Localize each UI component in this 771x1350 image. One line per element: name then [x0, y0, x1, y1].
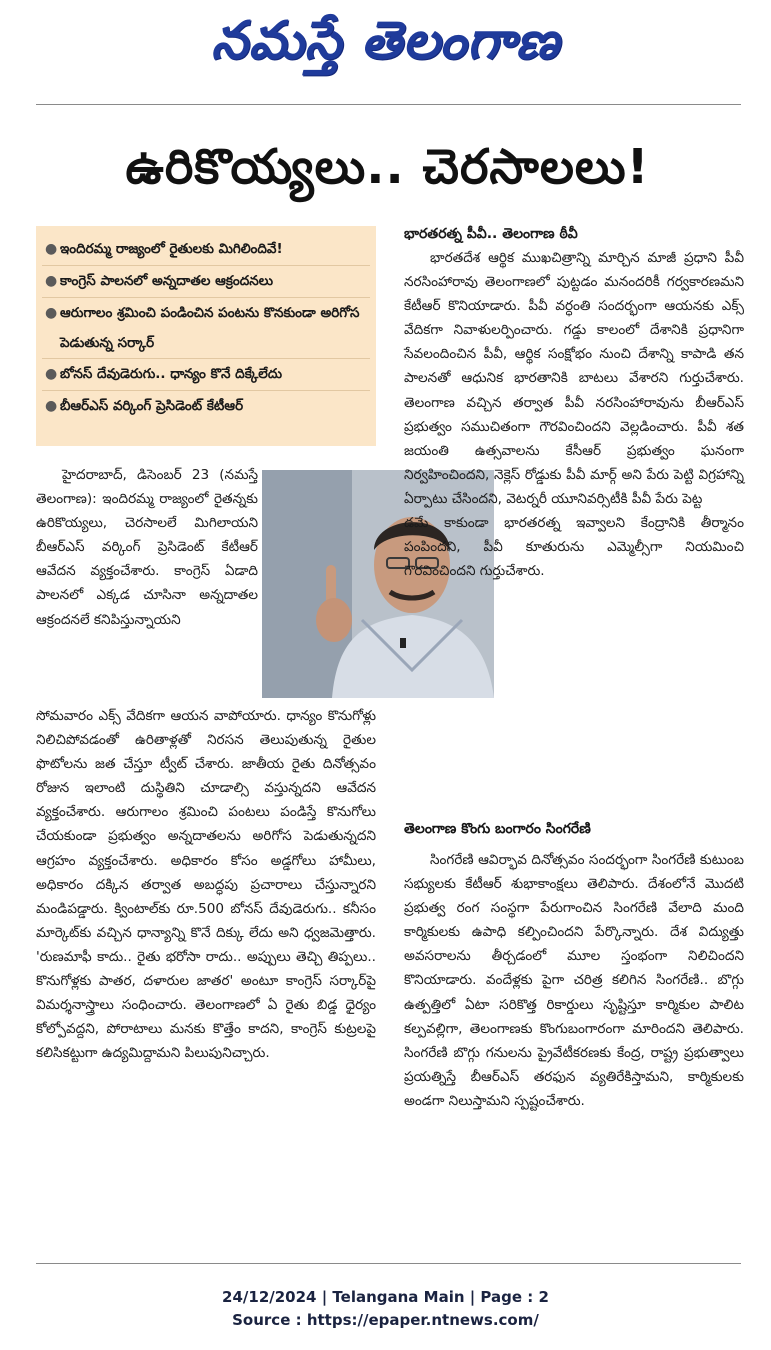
article-left-bottom: [36, 704, 376, 1065]
footer-divider: [36, 1263, 741, 1264]
article-paragraph: డమే కాకుండా భారతరత్న ఇవ్వాలని కేంద్రానికి తీర్మానం పంపిందని, పీవీ కూతురును ఎమ్మెల్సీగా నియమించి గౌరవించిందని గుర్తుచేశారు.: [404, 515, 744, 580]
summary-text: కాంగ్రెస్ పాలనలో అన్నదాతల ఆక్రందనలు: [60, 273, 274, 289]
bullet-icon: ●: [45, 273, 58, 289]
article-paragraph: భారతదేశ ఆర్థిక ముఖచిత్రాన్ని మార్చిన మాజీ ప్రధాని పీవీ నరసింహారావు తెలంగాణలో పుట్టడం మనందరికీ గర్వకారణమని కేటీఆర్ కొనియాడారు. పీవీ వర్ధంతి సందర్భంగా ఆయనకు ఎక్స్ వేదికగా నివాళులర్పించారు. గడ్డు కాలంలో దేశానికి ప్రధానిగా సేవలందించిన పీవీ, ఆర్థిక సంక్షోభం నుంచి దేశాన్ని కాపాడి తన పాలనతో ఆధునిక భారతానికి బాటలు వేశారని గుర్తుచేశారు. తెలంగాణ వచ్చిన తర్వాత పీవీ నరసింహారావును బీఆర్ఎస్ ప్రభుత్వం సముచితంగా గౌరవించిందని వెల్లడించారు. పీవీ శత జయంతి ఉత్సవాలను కేసీఆర్ ప్రభుత్వం ఘనంగా నిర్వహించిందని, నెక్లెస్ రోడ్డుకు పీవీ మార్గ్ అని పేరు పెట్టి విగ్రహాన్ని ఏర్పాటు చేసిందని, వెటర్నరీ యూనివర్సిటీకి పీవీ పేరు పెట్ట: [404, 250, 744, 507]
article-right-top: [404, 222, 744, 583]
bullet-icon: ●: [45, 366, 58, 382]
section-subheading: భారతరత్న పీవీ.. తెలంగాణ ఠీవీ: [404, 226, 578, 242]
summary-list: [42, 234, 370, 422]
source-link[interactable]: Source : https://epaper.ntnews.com/: [232, 1311, 539, 1329]
article-paragraph: సింగరేణి ఆవిర్భావ దినోత్సవం సందర్భంగా సింగరేణి కుటుంబ సభ్యులకు కేటీఆర్ శుభాకాంక్షలు తెలిపారు. దేశంలోనే మొదటి ప్రభుత్వ రంగ సంస్థగా పేరుగాంచిన సింగరేణి వేలాది మంది కార్మికులకు ఉపాధి కల్పించిందని పేర్కొన్నారు. దేశ విద్యుత్తు అవసరాలను తీర్చడంలో మూల స్తంభంగా నిలిచిందని కొనియాడారు. వందేళ్లకు పైగా చరిత్ర కలిగిన సింగరేణి.. బొగ్గు ఉత్పత్తిలో ఏటా సరికొత్త రికార్డులు సృష్టిస్తూ కార్మికుల పాలిట కల్పవల్లిగా, తెలంగాణకు కొంగుబంగారంగా మారిందని తెలిపారు. సింగరేణి బొగ్గు గనులను ప్రైవేటీకరణకు కేంద్ర, రాష్ట్ర ప్రభుత్వాలు ప్రయత్నిస్తే బీఆర్ఎస్ తరఫున వ్యతిరేకిస్తామని, కార్మికులకు అండగా నిలుస్తామని స్పష్టంచేశారు.: [404, 852, 744, 1109]
article-left-top: [36, 463, 258, 632]
page-headline: ఉరికొయ్యలు.. చెరసాలలు!: [125, 139, 650, 195]
summary-text: ఆరుగాలం శ్రమించి పండించిన పంటను కొనకుండా అరిగోస పెడుతున్న సర్కార్: [60, 305, 360, 351]
summary-item: [42, 359, 370, 391]
summary-item: [42, 298, 370, 359]
article-right-bottom: [404, 848, 744, 1113]
summary-text: ఇందిరమ్మ రాజ్యంలో రైతులకు మిగిలిందివే!: [60, 241, 283, 257]
header-divider: [36, 104, 741, 105]
summary-text: బోనస్ దేవుడెరుగు.. ధాన్యం కొనే దిక్కేలేదు: [60, 366, 283, 382]
edition-info: 24/12/2024 | Telangana Main | Page : 2: [222, 1288, 549, 1306]
bullet-icon: ●: [45, 305, 58, 321]
masthead: [0, 4, 771, 78]
summary-item: [42, 391, 370, 422]
summary-text: బీఆర్ఎస్ వర్కింగ్ ప్రెసిడెంట్ కేటీఆర్: [60, 398, 244, 414]
bullet-icon: ●: [45, 398, 58, 414]
summary-item: [42, 266, 370, 298]
section-subheading: తెలంగాణ కొంగు బంగారం సింగరేణి: [404, 821, 591, 837]
article-paragraph: హైదరాబాద్, డిసెంబర్ 23 (నమస్తే తెలంగాణ): ఇందిరమ్మ రాజ్యంలో రైతన్నకు ఉరికొయ్యలు, చెరసాలలే మిగిలాయని బీఆర్ఎస్ వర్కింగ్ ప్రెసిడెంట్ కేటీఆర్ ఆవేదన వ్యక్తంచేశారు. కాంగ్రెస్ ఏడాది పాలనలో ఎక్కడ చూసినా అన్నదాతల ఆక్రందనలే కనిపిస్తున్నాయని: [36, 467, 258, 628]
bullet-icon: ●: [45, 241, 58, 257]
article-paragraph: సోమవారం ఎక్స్ వేదికగా ఆయన వాపోయారు. ధాన్యం కొనుగోళ్లు నిలిచిపోవడంతో ఉరితాళ్లతో నిరసన తెలుపుతున్న రైతుల ఫొటోలను జత చేస్తూ ట్వీట్ చేశారు. జాతీయ రైతు దినోత్సవం రోజున ఇలాంటి దుస్థితిని చూడాల్సి వస్తున్నదని ఆవేదన వ్యక్తంచేశారు. ఆరుగాలం శ్రమించి పంటలు పండిస్తే కొనుగోలు చేయకుండా ప్రభుత్వం అన్నదాతలను అరిగోస పెడుతున్నదని ఆగ్రహం వ్యక్తంచేశారు. అధికారం కోసం అడ్డగోలు హామీలు, అధికారం దక్కిన తర్వాత అబద్ధపు ప్రచారాలు చేస్తున్నారని మండిపడ్డారు. క్వింటాల్‌కు రూ.500 బోనస్ దేవుడెరుగు.. కనీసం మార్కెట్‌కు వచ్చిన ధాన్యాన్ని కొనే దిక్కు లేదు అని ధ్వజమెత్తారు. 'రుణమాఫీ కాదు.. రైతు భరోసా రాదు.. అప్పులు తెచ్చి తిప్పలు.. కొనుగోళ్లకు పాతర, దళారుల జాతర' అంటూ కాంగ్రెస్ సర్కార్‌పై విమర్శనాస్త్రాలు సంధించారు. తెలంగాణలో ఏ రైతు బిడ్డ ధైర్యం కోల్పోవద్దని, పోరాటాలు మనకు కొత్తేం కాదని, కాంగ్రెస్ కుట్రలపై కలిసికట్టుగా ఉద్యమిద్దామని పిలుపునిచ్చారు.: [36, 708, 376, 1062]
masthead-title: నమస్తే తెలంగాణ: [211, 11, 560, 71]
summary-item: [42, 234, 370, 266]
summary-box: [36, 226, 376, 446]
